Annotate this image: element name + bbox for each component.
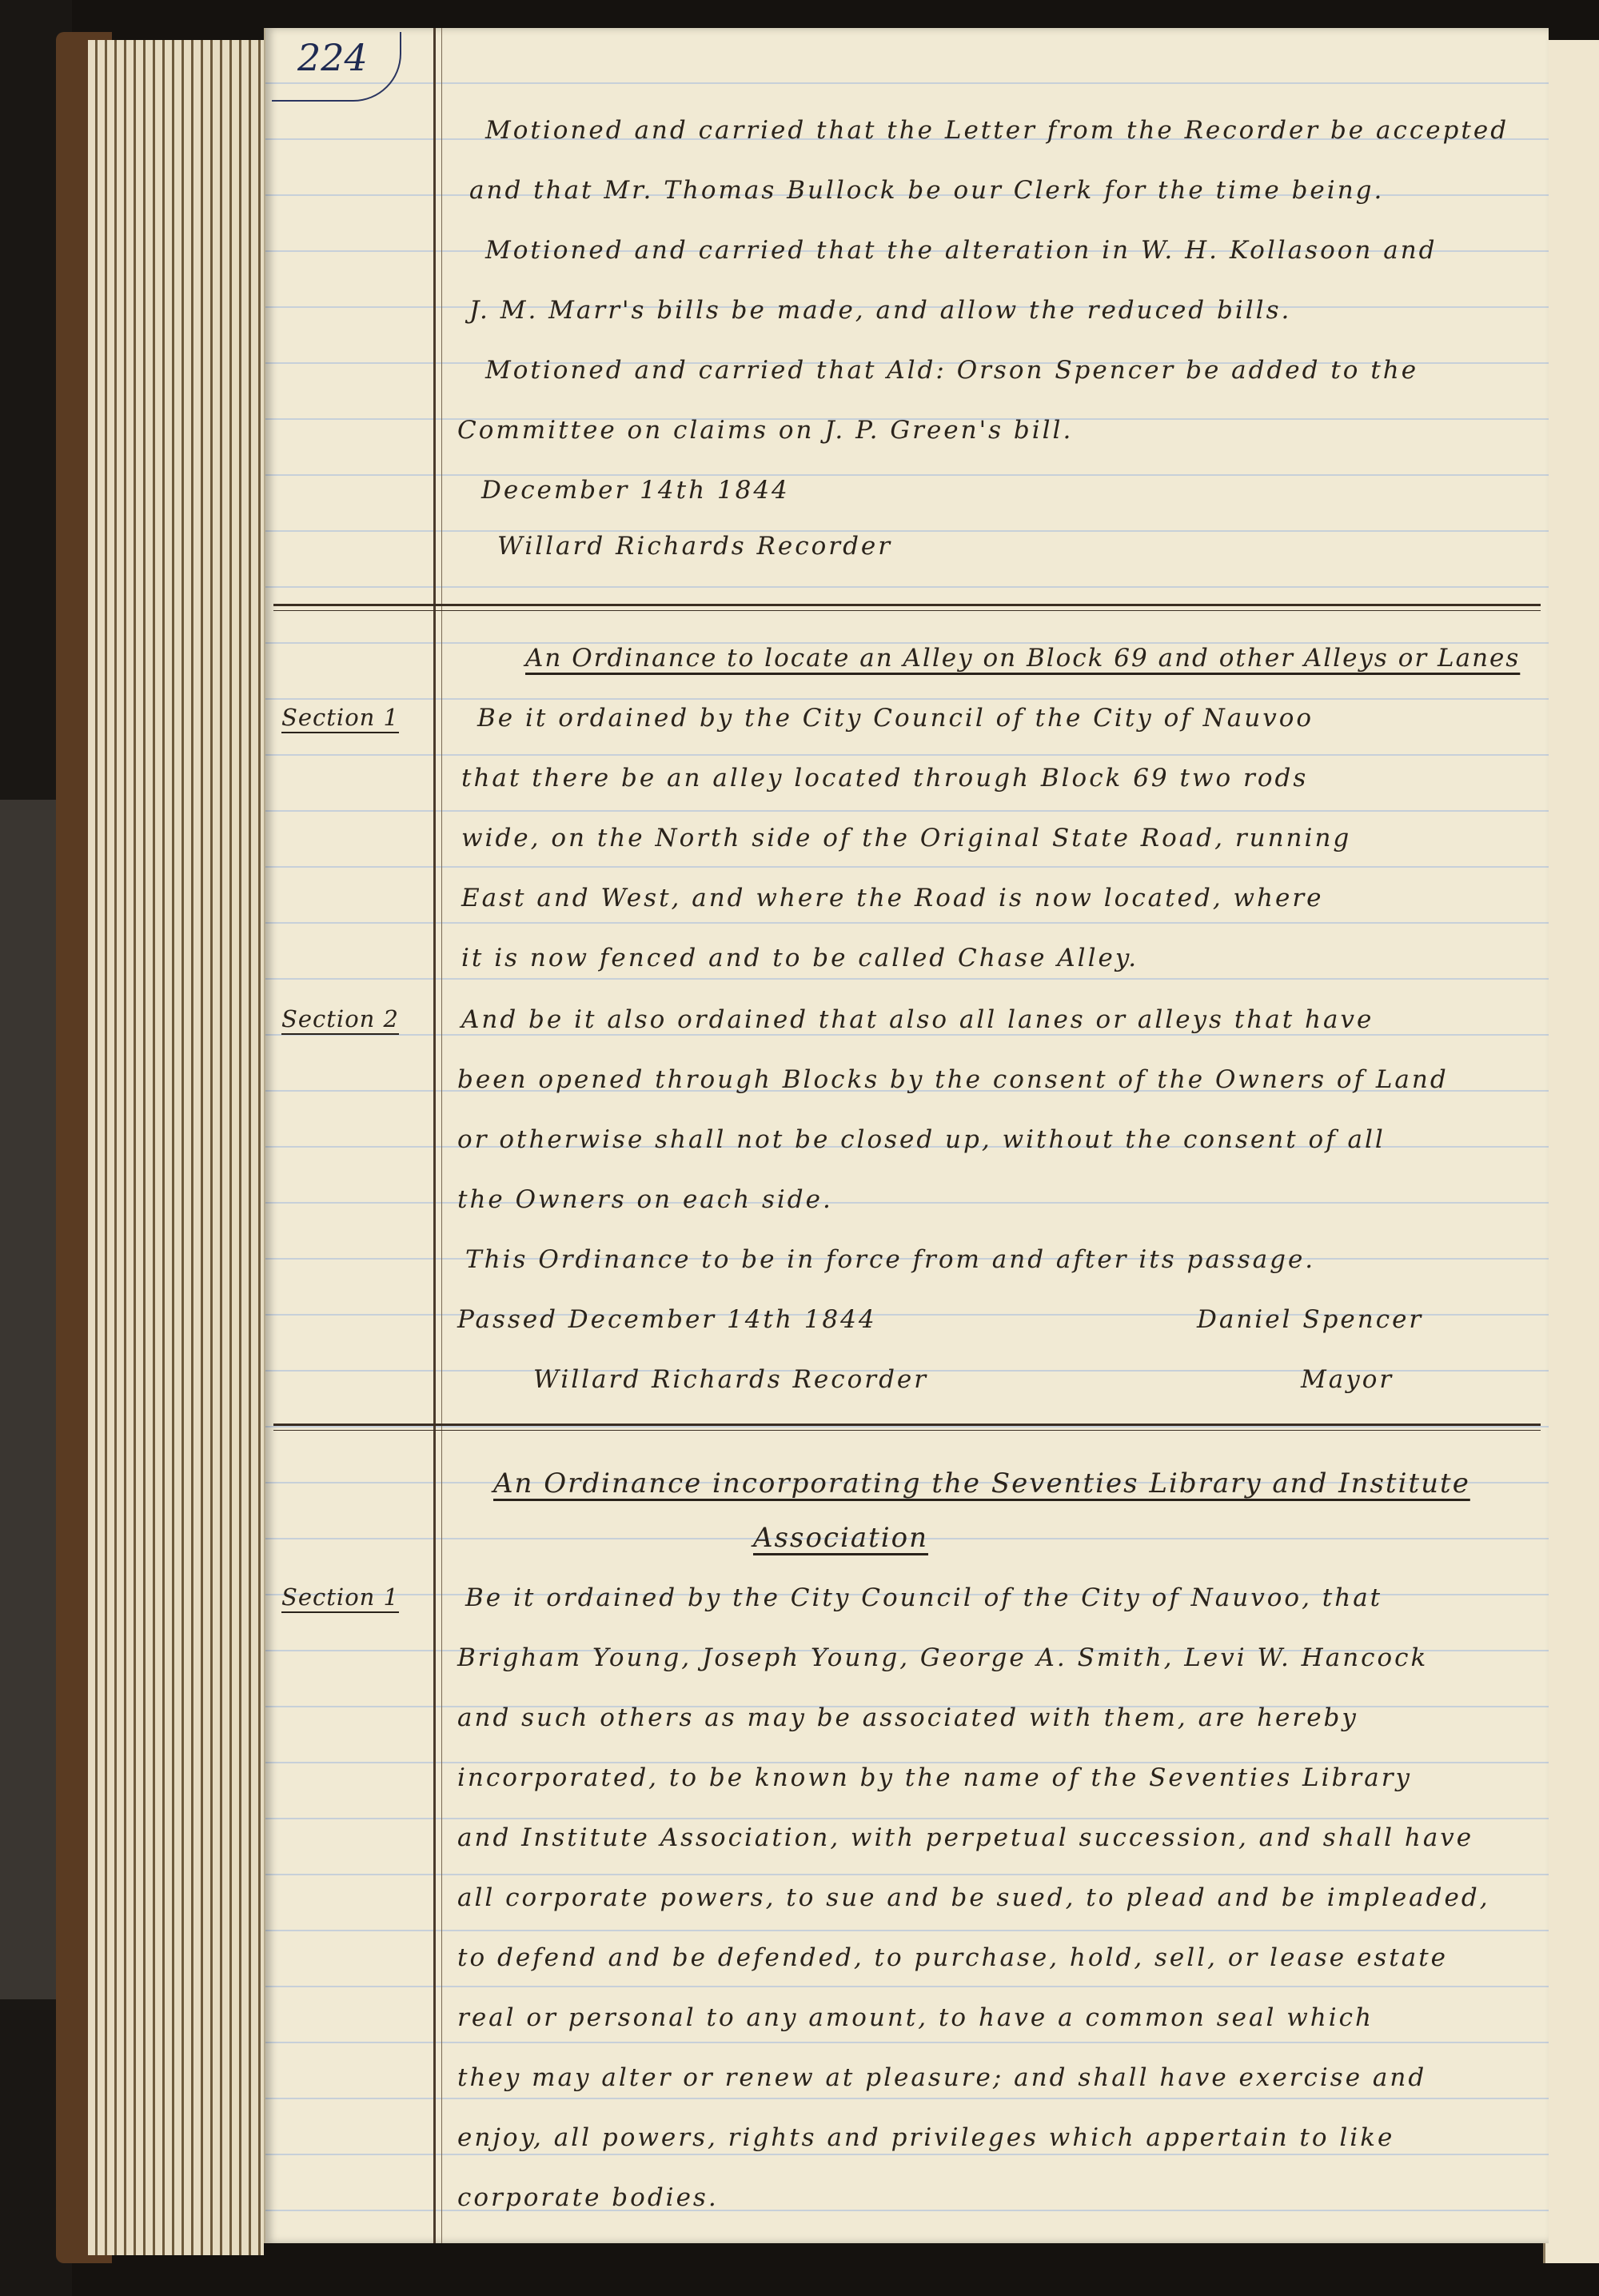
ordinance-passed-date: Passed December 14th 1844	[457, 1305, 877, 1334]
ordinance-line: And be it also ordained that also all lanes or alleys that have	[461, 1005, 1374, 1034]
ordinance-line: wide, on the North side of the Original State Road, running	[461, 824, 1352, 853]
minutes-line: Motioned and carried that Ald: Orson Spencer be added to the	[485, 356, 1419, 385]
minutes-date: December 14th 1844	[481, 476, 790, 505]
margin-line	[433, 28, 436, 2243]
section-label: Section 2	[281, 1005, 400, 1032]
ordinance-title: An Ordinance to locate an Alley on Block 69 and other Alleys or Lanes	[525, 644, 1521, 673]
margin-line-secondary	[441, 28, 442, 2243]
ordinance-line: and such others as may be associated with them, are hereby	[457, 1703, 1358, 1732]
page-edges	[88, 40, 264, 2255]
ordinance-line: Be it ordained by the City Council of the City of Nauvoo, that	[465, 1583, 1383, 1612]
section-divider	[273, 604, 1541, 606]
ordinance-line: East and West, and where the Road is now located, where	[461, 884, 1324, 912]
minutes-line: Committee on claims on J. P. Green's bill.	[457, 416, 1074, 445]
minutes-line: and that Mr. Thomas Bullock be our Clerk for the time being.	[469, 176, 1385, 205]
minutes-line: Motioned and carried that the Letter from the Recorder be accepted	[485, 116, 1509, 145]
ordinance-line: This Ordinance to be in force from and after its passage.	[465, 1245, 1316, 1274]
ordinance-line: enjoy, all powers, rights and privileges which appertain to like	[457, 2123, 1395, 2152]
minutes-signature: Willard Richards Recorder	[497, 532, 893, 561]
ordinance-line: incorporated, to be known by the name of the Seventies Library	[457, 1763, 1413, 1792]
ordinance-line: been opened through Blocks by the consent of the Owners of Land	[457, 1065, 1449, 1094]
ordinance-line: it is now fenced and to be called Chase Alley.	[461, 944, 1139, 972]
recorder-signature: Willard Richards Recorder	[533, 1365, 929, 1394]
ordinance-line: corporate bodies.	[457, 2183, 719, 2212]
ordinance-line: Brigham Young, Joseph Young, George A. Smith, Levi W. Hancock	[457, 1643, 1429, 1672]
section-label: Section 1	[281, 1583, 400, 1611]
ordinance-line: or otherwise shall not be closed up, without the consent of all	[457, 1125, 1386, 1154]
ordinance-line: and Institute Association, with perpetual succession, and shall have	[457, 1823, 1474, 1852]
ledger-page	[264, 28, 1549, 2243]
background-left-panel	[0, 800, 64, 1999]
signer-name: Daniel Spencer	[1197, 1305, 1424, 1334]
ordinance-line: the Owners on each side.	[457, 1185, 833, 1214]
section-divider	[273, 1424, 1541, 1426]
ordinance-line: Be it ordained by the City Council of the City of Nauvoo	[477, 704, 1314, 733]
section-label: Section 1	[281, 704, 400, 731]
ordinance-line: they may alter or renew at pleasure; and shall have exercise and	[457, 2063, 1427, 2092]
page-number: 224	[297, 36, 368, 79]
right-page-edge	[1543, 40, 1599, 2263]
minutes-line: J. M. Marr's bills be made, and allow the reduced bills.	[469, 296, 1292, 325]
ordinance-line: that there be an alley located through Block 69 two rods	[461, 764, 1309, 793]
ordinance-line: real or personal to any amount, to have a common seal which	[457, 2003, 1374, 2032]
minutes-line: Motioned and carried that the alteration in W. H. Kollasoon and	[485, 236, 1438, 265]
ordinance-title-cont: Association	[753, 1522, 929, 1554]
ordinance-line: all corporate powers, to sue and be sued, to plead and be impleaded,	[457, 1883, 1490, 1912]
mayor-label: Mayor	[1301, 1365, 1394, 1394]
ordinance-line: to defend and be defended, to purchase, hold, sell, or lease estate	[457, 1943, 1449, 1972]
ordinance-title: An Ordinance incorporating the Seventies Library and Institute	[493, 1467, 1470, 1499]
